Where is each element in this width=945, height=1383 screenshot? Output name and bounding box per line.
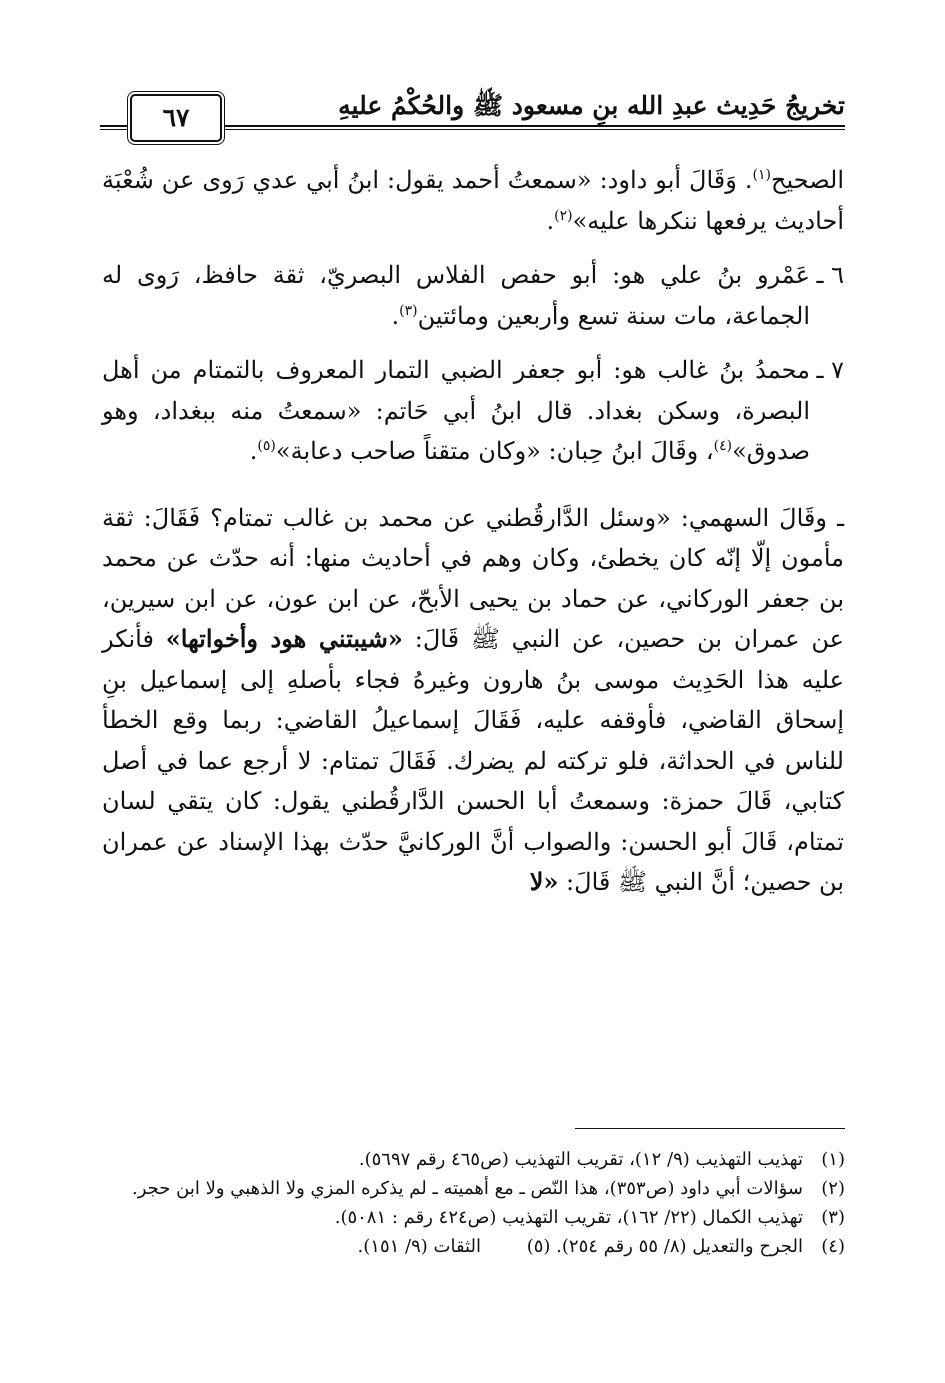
footnote-text: تهذيب التهذيب (٩/ ١٢)، تقريب التهذيب (ص٤٦٥ رقم ٥٦٩٧). [358, 1149, 803, 1170]
footnote-3 [105, 1203, 845, 1232]
footnote-1 [105, 1145, 845, 1174]
main-text [102, 160, 844, 903]
footnote-number: (٥) [526, 1236, 551, 1257]
paragraph-item-6: ٦ ـ عَمْرو بنُ علي هو: أبو حفص الفلاس البصريّ، ثقة حافظ، رَوى له الجماعة، مات سنة تسع وأربعين ومائتين$^{(٣)}$. [102, 255, 844, 336]
footnote-text: تهذيب الكمال (٢٢/ ١٦٢)، تقريب التهذيب (ص٤٢٤ رقم : ٥٠٨١). [334, 1207, 803, 1228]
footnote-text: سؤالات أبي داود (ص٣٥٣)، هذا النّص ـ مع أهميته ـ لم يذكره المزي ولا الذهبي ولا ابن حجر. [132, 1178, 803, 1199]
footnote-number: (١) [821, 1149, 845, 1170]
footnote-separator [575, 1128, 845, 1129]
footnote-text: الثقات (٩/ ١٥١). [357, 1236, 481, 1257]
footnote-ref-4: (٤) [713, 438, 733, 454]
footnote-number: (٣) [821, 1207, 845, 1228]
paragraph-1: الصحيح$^{(١)}$. وَقَالَ أبو داود: «سمعتُ أحمد يقول: ابنُ أبي عدي رَوى عن شُعْبَة أحاديث يرفعها ننكرها عليه»$^{(٢)}$. [102, 166, 844, 235]
hadith-quote: «شيبتني هود وأخواتها» [165, 624, 403, 653]
footnote-number: (٢) [821, 1178, 845, 1199]
hadith-quote-start: «لا [529, 867, 559, 896]
footnote-ref-3: (٣) [399, 302, 418, 319]
footnote-2 [105, 1174, 845, 1203]
footnote-ref-1: (١) [752, 167, 771, 183]
running-title: تخريجُ حَدِيث عبدِ الله بنِ مسعود ﷺ والحُكْمُ عليهِ [338, 91, 845, 120]
item-number-7: ٧ ـ [816, 356, 844, 384]
item-number-6: ٦ ـ [816, 261, 844, 289]
footnote-number: (٤) [821, 1236, 845, 1257]
footnote-ref-5: (٥) [257, 438, 276, 454]
paragraph-item-7: ٧ ـ محمدُ بنُ غالب هو: أبو جعفر الضبي التمار المعروف بالتمتام من أهل البصرة، وسكن بغداد. قال ابنُ أبي حَاتم: «سمعتُ منه ببغداد، وهو صدوق»$^{(٤)}$، وقَالَ ابنُ حِبان: «وكان متقناً صاحب دعابة»$^{(٥)}$. [102, 350, 844, 472]
footnote-text: الجرح والتعديل (٨/ ٥٥ رقم ٢٥٤). [556, 1236, 803, 1257]
footnotes [105, 1145, 845, 1261]
footnote-ref-2: (٢) [554, 207, 573, 224]
footnote-4-5 [105, 1232, 845, 1261]
running-header [100, 88, 845, 148]
page-number: ٦٧ [130, 94, 222, 142]
paragraph-sahmi: ـ وقَالَ السهمي: «وسئل الدَّارقُطني عن محمد بن غالب تمتام؟ فَقَالَ: ثقة مأمون إلّا إنّه كان يخطئ، وكان وهم في أحاديث منها: أنه حدّث عن محمد بن جعفر الوركاني، عن حماد بن يحيى الأبحّ، عن ابن عون، عن ابن سيرين، عن عمران بن حصين، عن النبي ﷺ قَالَ: «شيبتني هود وأخواتها» فأنكر عليه هذا الحَدِيث موسى بنُ هارون وغيرهُ فجاء بأصلهِ إلى إسماعيل بنِ إسحاق القاضي، فأوقفه عليه، فَقَالَ إسماعيلُ القاضي: ربما وقع الخطأ للناس في الحداثة، فلو تركته لم يضرك. فَقَالَ تمتام: لا أرجع عما في أصل كتابي، قَالَ حمزة: وسمعتُ أبا الحسن الدَّارقُطني يقول: كان يتقي لسان تمتام، قَالَ أبو الحسن: والصواب أنَّ الوركانيَّ حدّث بهذا الإسناد عن عمران بن حصين؛ أنَّ النبي ﷺ قَالَ: «لا [102, 503, 845, 896]
